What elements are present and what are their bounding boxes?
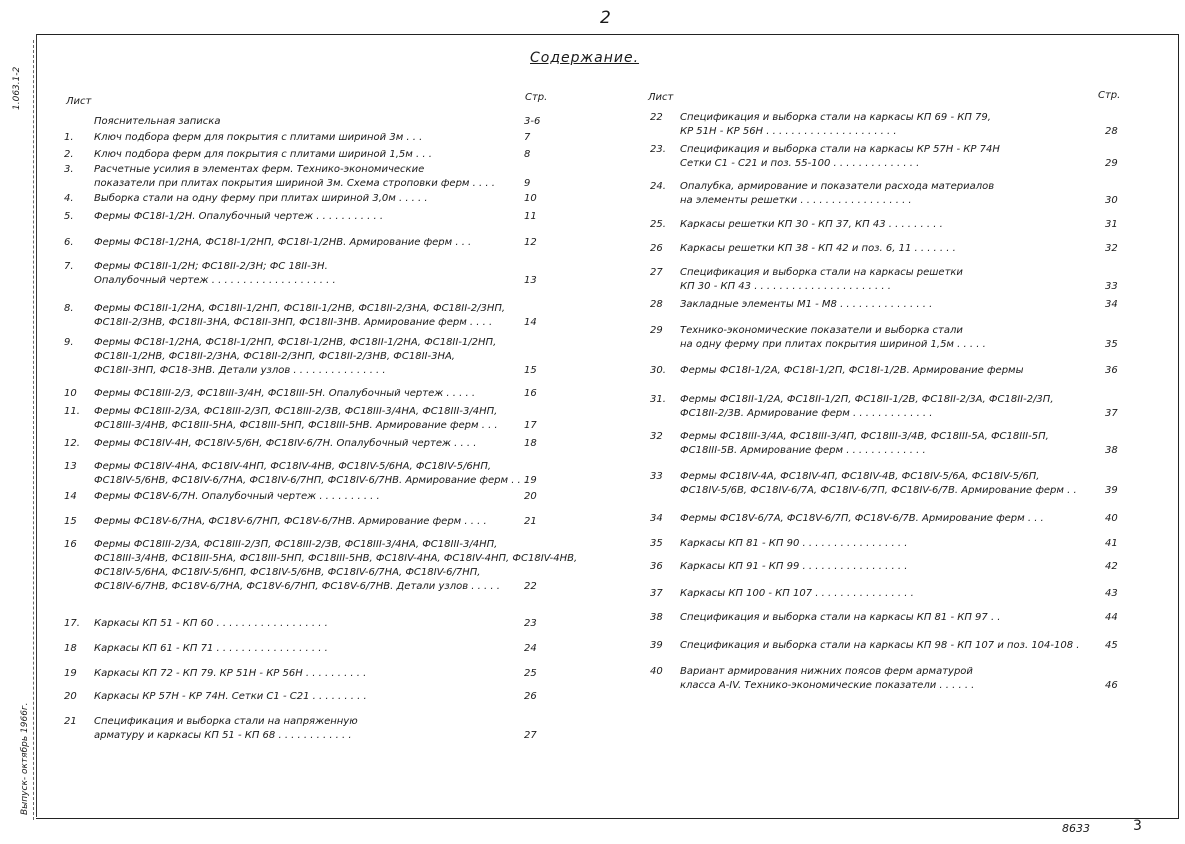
toc-sheet-number: 6.: [64, 237, 74, 248]
toc-entry-title: [94, 131, 422, 145]
toc-page-number: 3-6: [524, 116, 541, 127]
toc-entry-line: Каркасы решетки КП 30 - КП 37, КП 43 . . . . . . . . .: [680, 219, 943, 230]
toc-entry-title: [680, 430, 1049, 458]
toc-page-number: 41: [1105, 538, 1118, 549]
toc-entry-title: [94, 617, 328, 631]
toc-entry-title: [680, 218, 943, 232]
toc-entry-title: [94, 437, 476, 451]
toc-page-number: 25: [524, 668, 537, 679]
toc-entry-line: Сетки С1 - С21 и поз. 55-100 . . . . . . . . . . . . . .: [680, 158, 920, 169]
toc-entry-line: Спецификация и выборка стали на напряженную: [94, 716, 358, 727]
toc-entry-title: [94, 260, 336, 288]
toc-entry-line: Ключ подбора ферм для покрытия с плитами шириной 3м . . .: [94, 132, 423, 143]
toc-entry-line: Фермы ФС18I-1/2Н. Опалубочный чертеж . . . . . . . . . . .: [94, 211, 384, 222]
toc-page-number: 9: [524, 178, 531, 189]
toc-entry-title: [94, 538, 577, 594]
toc-sheet-number: 23.: [650, 144, 666, 155]
toc-entry-title: [680, 611, 1001, 625]
toc-entry-line: Пояснительная записка: [94, 116, 221, 127]
toc-page-number: 28: [1105, 126, 1118, 137]
right-header-sheet: Лист: [648, 92, 674, 103]
toc-page-number: 36: [1105, 365, 1118, 376]
toc-entry-line: Каркасы КП 72 - КП 79. КР 51Н - КР 56Н . . . . . . . . . .: [94, 668, 367, 679]
toc-page-number: 7: [524, 132, 531, 143]
toc-entry-title: [680, 639, 1079, 653]
toc-page-number: 32: [1105, 243, 1118, 254]
toc-page-number: 30: [1105, 195, 1118, 206]
side-release-note: Выпуск- октябрь 1966г.: [20, 702, 30, 815]
toc-page-number: 19: [524, 475, 537, 486]
side-code: 1.063.1-2: [12, 66, 22, 110]
toc-entry-title: [680, 470, 1077, 498]
toc-sheet-number: 1.: [64, 132, 74, 143]
left-header-page: Стр.: [525, 92, 548, 103]
toc-entry-line: Спецификация и выборка стали на каркасы КР 57Н - КР 74Н: [680, 144, 1000, 155]
toc-entry-line: КР 51Н - КР 56Н . . . . . . . . . . . . . . . . . . . . .: [680, 126, 897, 137]
toc-entry-line: Технико-экономические показатели и выборка стали: [680, 325, 963, 336]
toc-page-number: 18: [524, 438, 537, 449]
toc-sheet-number: 26: [650, 243, 663, 254]
toc-sheet-number: 10: [64, 388, 77, 399]
page-number: 2: [600, 8, 611, 28]
toc-entry-line: Фермы ФС18I-1/2НА, ФС18I-1/2НП, ФС18I-1/2НВ. Армирование ферм . . .: [94, 237, 472, 248]
toc-entry-title: [680, 324, 986, 352]
toc-page-number: 33: [1105, 281, 1118, 292]
toc-sheet-number: 29: [650, 325, 663, 336]
toc-entry-title: [680, 364, 1024, 378]
toc-entry-title: [680, 512, 1044, 526]
toc-entry-line: показатели при плитах покрытия шириной 3м. Схема строповки ферм . . . .: [94, 178, 495, 189]
toc-entry-line: Фермы ФС18III-2/3, ФС18III-3/4Н, ФС18III-5Н. Опалубочный чертеж . . . . .: [94, 388, 476, 399]
toc-entry-title: [94, 460, 527, 488]
toc-entry-line: ФС18II-2/3В. Армирование ферм . . . . . . . . . . . . .: [680, 408, 933, 419]
right-header-page: Стр.: [1098, 90, 1121, 101]
toc-sheet-number: 28: [650, 299, 663, 310]
toc-entry-title: [680, 298, 932, 312]
toc-entry-line: Фермы ФС18II-1/2А, ФС18II-1/2П, ФС18II-1/2В, ФС18II-2/3А, ФС18II-2/3П,: [680, 394, 1054, 405]
toc-entry-line: Опалубочный чертеж . . . . . . . . . . . . . . . . . . . .: [94, 275, 336, 286]
toc-entry-title: [94, 690, 367, 704]
toc-entry-line: ФС18IV-6/7НВ, ФС18V-6/7НА, ФС18V-6/7НП, ФС18V-6/7НВ. Детали узлов . . . . .: [94, 581, 500, 592]
toc-page-number: 34: [1105, 299, 1118, 310]
toc-entry-line: Каркасы КП 81 - КП 90 . . . . . . . . . . . . . . . . .: [680, 538, 908, 549]
toc-page-number: 24: [524, 643, 537, 654]
toc-page-number: 14: [524, 317, 537, 328]
toc-page-number: 22: [524, 581, 537, 592]
toc-entry-line: Фермы ФС18V-6/7Н. Опалубочный чертеж . . . . . . . . . .: [94, 491, 380, 502]
toc-page-number: 29: [1105, 158, 1118, 169]
toc-page-number: 40: [1105, 513, 1118, 524]
toc-entry-line: Выборка стали на одну ферму при плитах шириной 3,0м . . . . .: [94, 193, 428, 204]
toc-entry-line: Спецификация и выборка стали на каркасы КП 81 - КП 97 . .: [680, 612, 1001, 623]
toc-entry-line: ФС18III-3/4НВ, ФС18III-5НА, ФС18III-5НП, ФС18III-5НВ. Армирование ферм . . .: [94, 420, 498, 431]
toc-entry-line: Фермы ФС18II-1/2НА, ФС18II-1/2НП, ФС18II-1/2НВ, ФС18II-2/3НА, ФС18II-2/3НП,: [94, 303, 506, 314]
toc-entry-line: ФС18IV-5/6В, ФС18IV-6/7А, ФС18IV-6/7П, ФС18IV-6/7В. Армирование ферм . .: [680, 485, 1077, 496]
toc-entry-title: [94, 715, 358, 743]
toc-entry-title: [94, 387, 475, 401]
toc-entry-line: Закладные элементы М1 - М8 . . . . . . . . . . . . . . .: [680, 299, 933, 310]
toc-entry-title: [680, 143, 1000, 171]
toc-page-number: 38: [1105, 445, 1118, 456]
toc-sheet-number: 31.: [650, 394, 666, 405]
toc-entry-title: [94, 236, 471, 250]
toc-entry-line: арматуру и каркасы КП 51 - КП 68 . . . . . . . . . . . .: [94, 730, 352, 741]
toc-entry-line: ФС18II-3НП, ФС18-3НВ. Детали узлов . . . . . . . . . . . . . . .: [94, 365, 386, 376]
toc-entry-title: [680, 111, 991, 139]
toc-page-number: 13: [524, 275, 537, 286]
toc-sheet-number: 36: [650, 561, 663, 572]
toc-entry-line: Каркасы КП 51 - КП 60 . . . . . . . . . . . . . . . . . .: [94, 618, 328, 629]
toc-entry-line: Опалубка, армирование и показатели расхода материалов: [680, 181, 995, 192]
toc-page-number: 10: [524, 193, 537, 204]
toc-entry-line: Расчетные усилия в элементах ферм. Технико-экономические: [94, 164, 425, 175]
toc-sheet-number: 22: [650, 112, 663, 123]
toc-entry-line: ФС18IV-5/6НА, ФС18IV-5/6НП, ФС18IV-5/6НВ, ФС18IV-6/7НА, ФС18IV-6/7НП,: [94, 567, 481, 578]
toc-page-number: 43: [1105, 588, 1118, 599]
toc-entry-line: ФС18II-2/3НВ, ФС18II-3НА, ФС18II-3НП, ФС18II-3НВ. Армирование ферм . . . .: [94, 317, 493, 328]
toc-entry-line: на элементы решетки . . . . . . . . . . . . . . . . . .: [680, 195, 912, 206]
toc-sheet-number: 30.: [650, 365, 666, 376]
toc-sheet-number: 9.: [64, 337, 74, 348]
toc-entry-line: ФС18IV-5/6НВ, ФС18IV-6/7НА, ФС18IV-6/7НП, ФС18IV-6/7НВ. Армирование ферм . . .: [94, 475, 528, 486]
toc-sheet-number: 35: [650, 538, 663, 549]
toc-page-number: 11: [524, 211, 537, 222]
toc-entry-line: на одну ферму при плитах покрытия шириной 1,5м . . . . .: [680, 339, 986, 350]
toc-entry-title: [94, 163, 495, 191]
toc-sheet-number: 11.: [64, 406, 80, 417]
toc-sheet-number: 16: [64, 539, 77, 550]
toc-entry-line: класса А-IV. Технико-экономические показатели . . . . . .: [680, 680, 975, 691]
toc-entry-title: [94, 515, 487, 529]
page-title: Содержание.: [530, 50, 640, 66]
toc-page-number: 35: [1105, 339, 1118, 350]
toc-sheet-number: 18: [64, 643, 77, 654]
toc-entry-line: Фермы ФС18III-2/3А, ФС18III-2/3П, ФС18III-2/3В, ФС18III-3/4НА, ФС18III-3/4НП,: [94, 406, 498, 417]
toc-sheet-number: 12.: [64, 438, 80, 449]
toc-entry-title: [680, 665, 974, 693]
toc-entry-line: КП 30 - КП 43 . . . . . . . . . . . . . . . . . . . . . .: [680, 281, 891, 292]
toc-entry-line: Фермы ФС18IV-4А, ФС18IV-4П, ФС18IV-4В, ФС18IV-5/6А, ФС18IV-5/6П,: [680, 471, 1040, 482]
archive-stamp: 8633: [1062, 822, 1090, 835]
toc-entry-title: [94, 302, 505, 330]
toc-sheet-number: 40: [650, 666, 663, 677]
toc-entry-line: Фермы ФС18V-6/7НА, ФС18V-6/7НП, ФС18V-6/7НВ. Армирование ферм . . . .: [94, 516, 487, 527]
toc-entry-title: [680, 393, 1054, 421]
toc-entry-line: Фермы ФС18II-1/2Н; ФС18II-2/3Н; ФС 18II-3Н.: [94, 261, 328, 272]
toc-sheet-number: 20: [64, 691, 77, 702]
toc-page-number: 44: [1105, 612, 1118, 623]
toc-page-number: 17: [524, 420, 537, 431]
toc-entry-title: [94, 642, 328, 656]
toc-entry-line: Фермы ФС18III-3/4А, ФС18III-3/4П, ФС18III-3/4В, ФС18III-5А, ФС18III-5П,: [680, 431, 1049, 442]
toc-entry-title: [680, 180, 994, 208]
toc-sheet-number: 4.: [64, 193, 74, 204]
toc-page-number: 12: [524, 237, 537, 248]
toc-sheet-number: 24.: [650, 181, 666, 192]
toc-sheet-number: 21: [64, 716, 77, 727]
toc-page-number: 21: [524, 516, 537, 527]
toc-sheet-number: 2.: [64, 149, 74, 160]
toc-entry-title: [94, 490, 380, 504]
toc-sheet-number: 5.: [64, 211, 74, 222]
toc-entry-title: [680, 266, 963, 294]
toc-entry-title: [94, 148, 432, 162]
toc-sheet-number: 8.: [64, 303, 74, 314]
toc-entry-title: [680, 560, 907, 574]
toc-entry-title: [680, 242, 956, 256]
toc-entry-title: [94, 115, 220, 129]
toc-entry-line: Фермы ФС18III-2/3А, ФС18III-2/3П, ФС18III-2/3В, ФС18III-3/4НА, ФС18III-3/4НП,: [94, 539, 498, 550]
toc-entry-line: Вариант армирования нижних поясов ферм арматурой: [680, 666, 973, 677]
sheet-number: 3: [1133, 818, 1142, 834]
toc-entry-line: Каркасы КП 91 - КП 99 . . . . . . . . . . . . . . . . .: [680, 561, 908, 572]
toc-entry-line: Фермы ФС18I-1/2А, ФС18I-1/2П, ФС18I-1/2В. Армирование фермы: [680, 365, 1024, 376]
toc-entry-line: Фермы ФС18V-6/7А, ФС18V-6/7П, ФС18V-6/7В. Армирование ферм . . .: [680, 513, 1044, 524]
toc-sheet-number: 27: [650, 267, 663, 278]
toc-entry-line: Фермы ФС18IV-4Н, ФС18IV-5/6Н, ФС18IV-6/7Н. Опалубочный чертеж . . . .: [94, 438, 477, 449]
left-header-sheet: Лист: [66, 96, 92, 107]
toc-sheet-number: 32: [650, 431, 663, 442]
toc-entry-title: [680, 587, 914, 601]
toc-entry-line: ФС18III-5В. Армирование ферм . . . . . . . . . . . . .: [680, 445, 926, 456]
toc-page-number: 42: [1105, 561, 1118, 572]
toc-entry-title: [680, 537, 907, 551]
toc-entry-title: [94, 192, 428, 206]
toc-page-number: 27: [524, 730, 537, 741]
toc-entry-line: Фермы ФС18IV-4НА, ФС18IV-4НП, ФС18IV-4НВ, ФС18IV-5/6НА, ФС18IV-5/6НП,: [94, 461, 492, 472]
toc-page-number: 20: [524, 491, 537, 502]
toc-entry-title: [94, 210, 383, 224]
toc-sheet-number: 7.: [64, 261, 74, 272]
toc-entry-line: Каркасы КР 57Н - КР 74Н. Сетки С1 - С21 . . . . . . . . .: [94, 691, 367, 702]
toc-entry-line: Спецификация и выборка стали на каркасы КП 69 - КП 79,: [680, 112, 991, 123]
toc-sheet-number: 37: [650, 588, 663, 599]
toc-page-number: 26: [524, 691, 537, 702]
toc-page-number: 15: [524, 365, 537, 376]
toc-entry-line: Каркасы КП 61 - КП 71 . . . . . . . . . . . . . . . . . .: [94, 643, 328, 654]
toc-sheet-number: 38: [650, 612, 663, 623]
toc-sheet-number: 19: [64, 668, 77, 679]
toc-sheet-number: 15: [64, 516, 77, 527]
toc-sheet-number: 14: [64, 491, 77, 502]
toc-entry-line: Спецификация и выборка стали на каркасы решетки: [680, 267, 963, 278]
toc-page-number: 16: [524, 388, 537, 399]
toc-page-number: 23: [524, 618, 537, 629]
toc-sheet-number: 3.: [64, 164, 74, 175]
toc-entry-title: [94, 336, 496, 378]
binding-edge-line: [33, 40, 34, 820]
toc-page-number: 39: [1105, 485, 1118, 496]
toc-sheet-number: 33: [650, 471, 663, 482]
toc-entry-title: [94, 405, 498, 433]
toc-sheet-number: 17.: [64, 618, 80, 629]
toc-entry-line: Ключ подбора ферм для покрытия с плитами шириной 1,5м . . .: [94, 149, 432, 160]
toc-sheet-number: 39: [650, 640, 663, 651]
toc-entry-line: ФС18III-3/4НВ, ФС18III-5НА, ФС18III-5НП, ФС18III-5НВ, ФС18IV-4НА, ФС18IV-4НП, ФС18IV-4НВ,: [94, 553, 578, 564]
frame-left-line: [36, 34, 37, 817]
toc-entry-line: ФС18II-1/2НВ, ФС18II-2/3НА, ФС18II-2/3НП, ФС18II-2/3НВ, ФС18II-3НА,: [94, 351, 455, 362]
toc-entry-line: Спецификация и выборка стали на каркасы КП 98 - КП 107 и поз. 104-108 .: [680, 640, 1080, 651]
toc-page-number: 31: [1105, 219, 1118, 230]
toc-entry-line: Каркасы решетки КП 38 - КП 42 и поз. 6, 11 . . . . . . .: [680, 243, 956, 254]
toc-sheet-number: 13: [64, 461, 77, 472]
toc-page-number: 8: [524, 149, 531, 160]
toc-page-number: 37: [1105, 408, 1118, 419]
toc-page-number: 45: [1105, 640, 1118, 651]
toc-entry-title: [94, 667, 366, 681]
toc-sheet-number: 25.: [650, 219, 666, 230]
toc-page-number: 46: [1105, 680, 1118, 691]
toc-entry-line: Каркасы КП 100 - КП 107 . . . . . . . . . . . . . . . .: [680, 588, 914, 599]
toc-entry-line: Фермы ФС18I-1/2НА, ФС18I-1/2НП, ФС18I-1/2НВ, ФС18II-1/2НА, ФС18II-1/2НП,: [94, 337, 497, 348]
toc-sheet-number: 34: [650, 513, 663, 524]
